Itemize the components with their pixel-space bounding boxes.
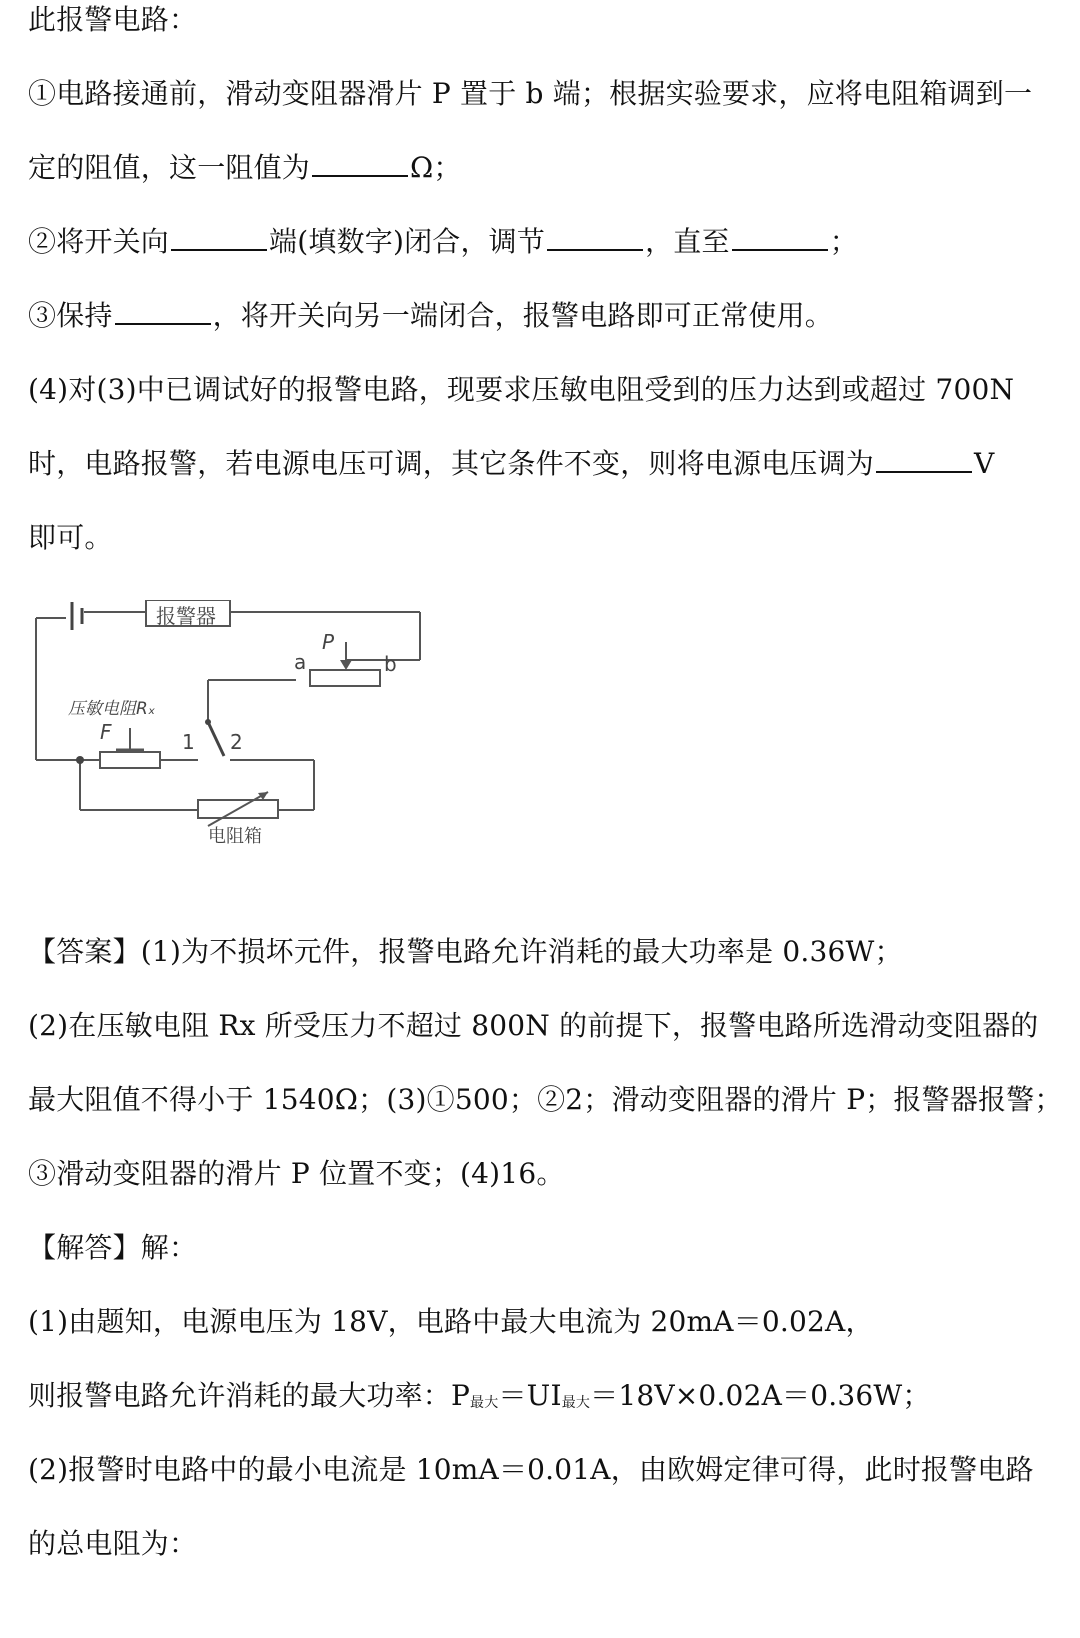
text-line — [28, 224, 1054, 260]
text: ③滑动变阻器的滑片 P 位置不变；(4)16。 — [28, 1157, 565, 1190]
rheostat — [310, 670, 380, 686]
text-line — [28, 298, 1054, 334]
text: 端(填数字)闭合，调节 — [269, 225, 546, 258]
answer-blank — [876, 449, 972, 473]
text: (4)对(3)中已调试好的报警电路，现要求压敏电阻受到的压力达到或超过 700N — [28, 373, 1015, 406]
answer-blank — [547, 227, 643, 251]
switch-pivot — [205, 719, 211, 725]
label-b: b — [384, 652, 397, 676]
text: 定的阻值，这一阻值为 — [28, 151, 311, 184]
text: (1)由题知，电源电压为 18V，电路中最大电流为 20mA＝0.02A， — [28, 1305, 874, 1338]
answer-blank — [312, 153, 408, 177]
text: 则报警电路允许消耗的最大功率：P — [28, 1379, 471, 1412]
text: ＝18V×0.02A＝0.36W； — [590, 1379, 931, 1412]
circuit-diagram — [28, 600, 448, 870]
text: (2)报警时电路中的最小电流是 10mA＝0.01A，由欧姆定律可得，此时报警电路 — [28, 1453, 1034, 1486]
answer-blank — [171, 227, 267, 251]
sensor-label: 压敏电阻Rₓ — [68, 699, 156, 719]
label-a: a — [294, 650, 307, 674]
answer-blank — [732, 227, 828, 251]
text-line — [28, 446, 1054, 482]
pressure-resistor — [100, 752, 160, 768]
solution-line — [28, 1304, 1054, 1340]
alarm-label: 报警器 — [156, 604, 216, 628]
text: 【解答】解： — [28, 1231, 198, 1264]
text: ②将开关向 — [28, 225, 170, 258]
text: ＝UI — [498, 1379, 562, 1412]
text: 的总电阻为： — [28, 1527, 198, 1560]
force-label: F — [100, 720, 112, 744]
answer-line — [28, 934, 1054, 970]
switch-blade — [208, 722, 224, 756]
solution-line — [28, 1230, 1054, 1266]
text: ①电路接通前，滑动变阻器滑片 P 置于 b 端；根据实验要求，应将电阻箱调到一 — [28, 77, 1033, 110]
solution-line — [28, 1526, 1054, 1562]
slider-arrow — [340, 660, 352, 670]
text: ，直至 — [645, 225, 730, 258]
text: 即可。 — [28, 521, 113, 554]
answer-line — [28, 1156, 1054, 1192]
answer-blank — [115, 301, 211, 325]
answer-line — [28, 1008, 1054, 1044]
answer-line — [28, 1082, 1063, 1118]
subscript: 最大 — [470, 1395, 499, 1411]
text: 最大阻值不得小于 1540Ω；(3)①500；②2；滑动变阻器的滑片 P；报警器报警； — [28, 1083, 1063, 1116]
text: 时，电路报警，若电源电压可调，其它条件不变，则将电源电压调为 — [28, 447, 875, 480]
text: ； — [829, 225, 858, 258]
text-line — [28, 520, 1054, 556]
text: 此报警电路： — [28, 3, 198, 36]
battery — [72, 602, 82, 630]
solution-line — [28, 1378, 1054, 1421]
solution-line — [28, 1452, 1054, 1488]
junction-dot — [76, 756, 84, 764]
text-line — [28, 76, 1054, 112]
text-line — [28, 2, 1054, 38]
text: (2)在压敏电阻 Rx 所受压力不超过 800N 的前提下，报警电路所选滑动变阻器的 — [28, 1009, 1039, 1042]
text: Ω； — [410, 151, 462, 184]
text-line — [28, 372, 1054, 408]
text: 【答案】(1)为不损坏元件，报警电路允许消耗的最大功率是 0.36W； — [28, 935, 903, 968]
label-p: P — [322, 630, 335, 654]
text-line — [28, 150, 1054, 186]
subscript: 最大 — [561, 1395, 591, 1411]
switch-terminal-2: 2 — [230, 730, 243, 754]
text: V — [974, 447, 995, 480]
text: ③保持 — [28, 299, 113, 332]
text: ，将开关向另一端闭合，报警电路即可正常使用。 — [212, 299, 834, 332]
switch-terminal-1: 1 — [182, 730, 195, 754]
box-label: 电阻箱 — [208, 826, 262, 847]
